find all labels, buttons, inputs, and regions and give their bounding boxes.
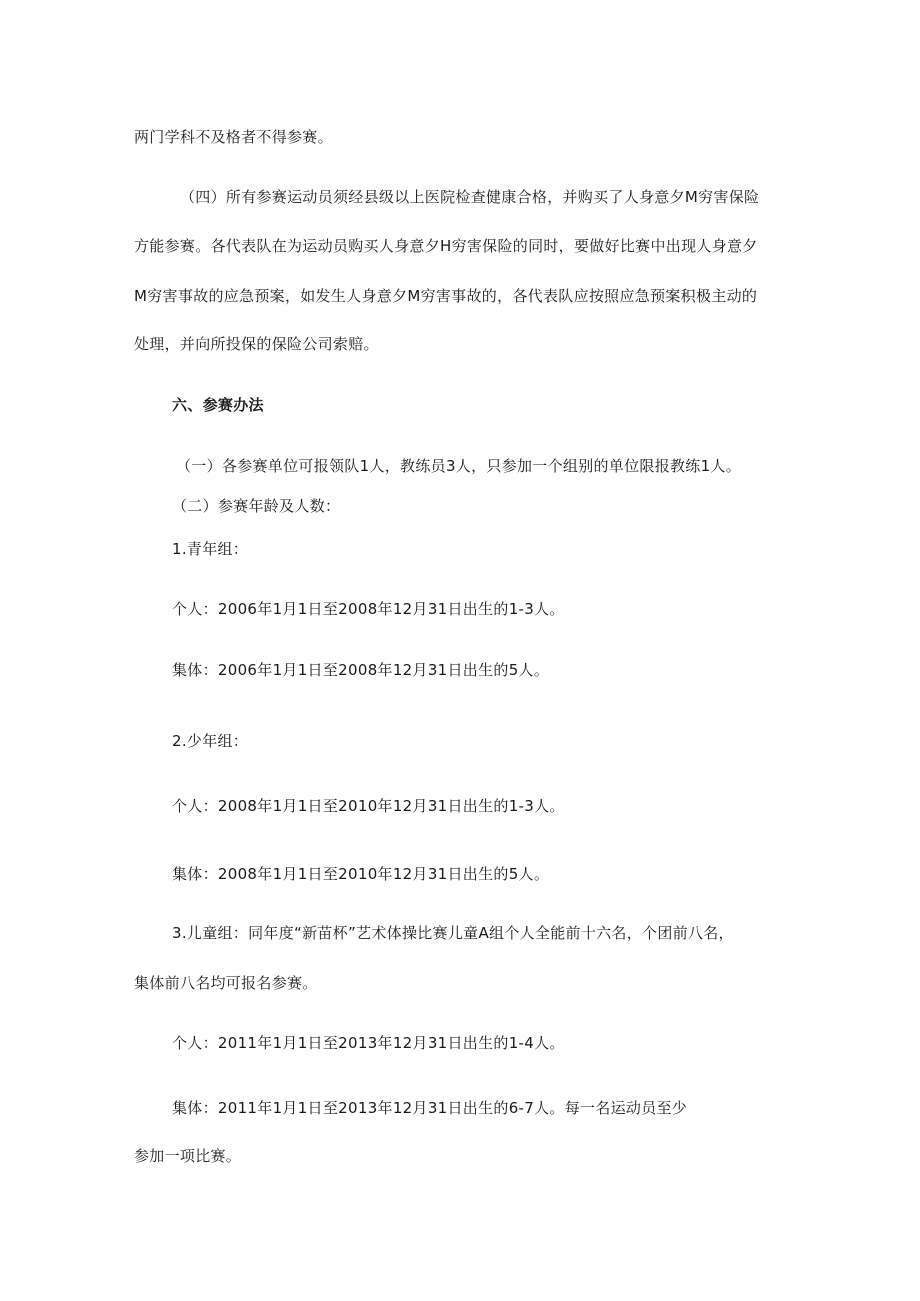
text-line: M穷害事故的应急预案，如发生人身意夕M穷害事故的，各代表队应按照应急预案积极主动的	[134, 287, 758, 305]
text-line: 集体：2006年1月1日至2008年12月31日出生的5人。	[172, 661, 550, 679]
text-line: （二）参赛年龄及人数：	[172, 497, 341, 515]
text-line: 2.少年组：	[172, 732, 249, 750]
text-line: 1.青年组：	[172, 540, 249, 558]
text-line: 处理，并向所投保的保险公司索赔。	[134, 335, 379, 353]
text-line: 集体：2008年1月1日至2010年12月31日出生的5人。	[172, 865, 550, 883]
text-line: 集体前八名均可报名参赛。	[134, 974, 318, 992]
section-heading: 六、参赛办法	[172, 396, 264, 414]
text-line: 个人：2006年1月1日至2008年12月31日出生的1-3人。	[172, 600, 565, 618]
text-line: 个人：2008年1月1日至2010年12月31日出生的1-3人。	[172, 797, 565, 815]
text-line: 参加一项比赛。	[134, 1147, 242, 1165]
text-line: （四）所有参赛运动员须经县级以上医院检查健康合格，并购买了人身意夕M穷害保险	[180, 188, 760, 206]
text-line: 个人：2011年1月1日至2013年12月31日出生的1-4人。	[172, 1034, 565, 1052]
text-line: 集体：2011年1月1日至2013年12月31日出生的6-7人。每一名运动员至少	[172, 1099, 688, 1117]
text-line: 方能参赛。各代表队在为运动员购买人身意夕H穷害保险的同时，要做好比赛中出现人身意夕	[134, 237, 758, 255]
text-line: 3.儿童组：同年度“新苗杯”艺术体操比赛儿童A组个人全能前十六名，个团前八名，	[172, 924, 734, 942]
text-line: （一）各参赛单位可报领队1人，教练员3人，只参加一个组别的单位限报教练1人。	[176, 457, 742, 475]
text-line: 两门学科不及格者不得参赛。	[134, 128, 333, 146]
